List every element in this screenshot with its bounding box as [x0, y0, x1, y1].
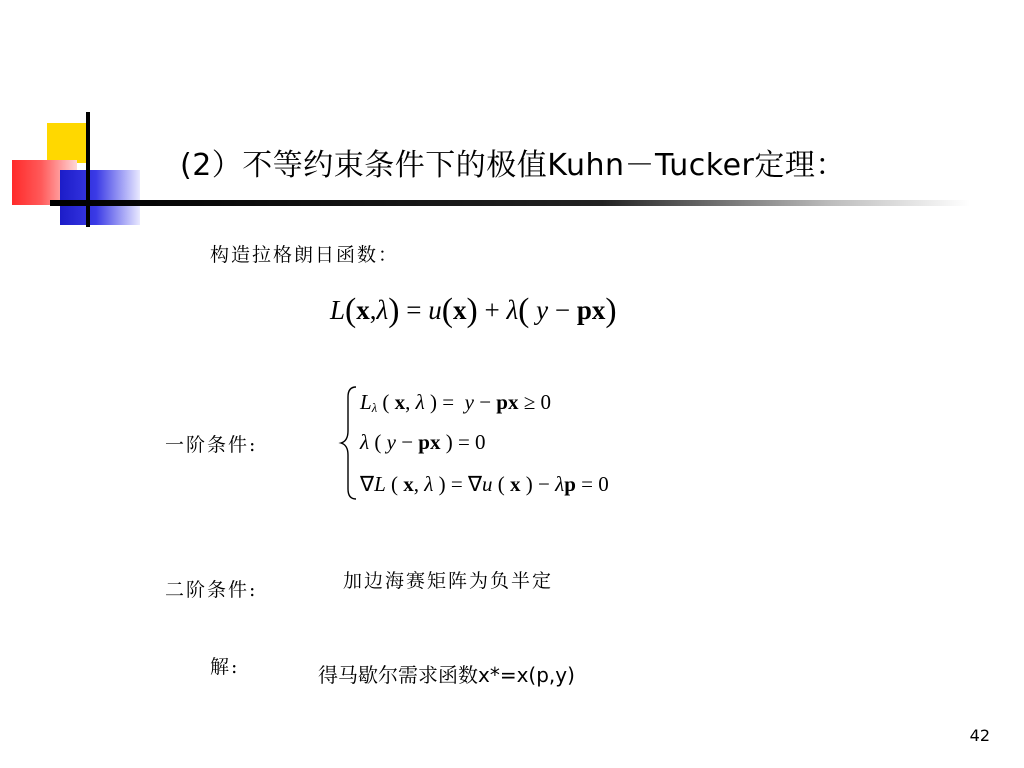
lagrangian-equation: L(x,λ) = u(x) + λ( y − px) — [330, 292, 617, 329]
solution-text: 得马歇尔需求函数x*=x(p,y) — [318, 663, 575, 687]
solution-label: 解: — [210, 656, 240, 678]
second-order-label: 二阶条件: — [165, 579, 258, 601]
second-order-text: 加边海赛矩阵为负半定 — [343, 570, 554, 592]
first-order-condition-3: ∇L ( x, λ ) = ∇u ( x ) − λp = 0 — [360, 472, 609, 496]
first-order-label: 一阶条件: — [165, 434, 258, 456]
first-order-condition-1: $L_\lambda$ ( x, λ ) = y − px ≥ 0 — [360, 390, 551, 416]
lagrangian-label: 构造拉格朗日函数： — [210, 244, 400, 266]
page-number: 42 — [969, 726, 990, 745]
title-underline-rule — [50, 200, 970, 206]
slide-title: (2）不等约束条件下的极值Kuhn－Tucker定理： — [180, 148, 846, 183]
left-brace-icon — [338, 383, 360, 503]
decor-yellow-square — [47, 123, 87, 163]
decor-vertical-line — [86, 112, 90, 227]
first-order-condition-2: λ ( y − px ) = 0 — [360, 430, 486, 454]
decor-blue-square — [60, 170, 140, 225]
